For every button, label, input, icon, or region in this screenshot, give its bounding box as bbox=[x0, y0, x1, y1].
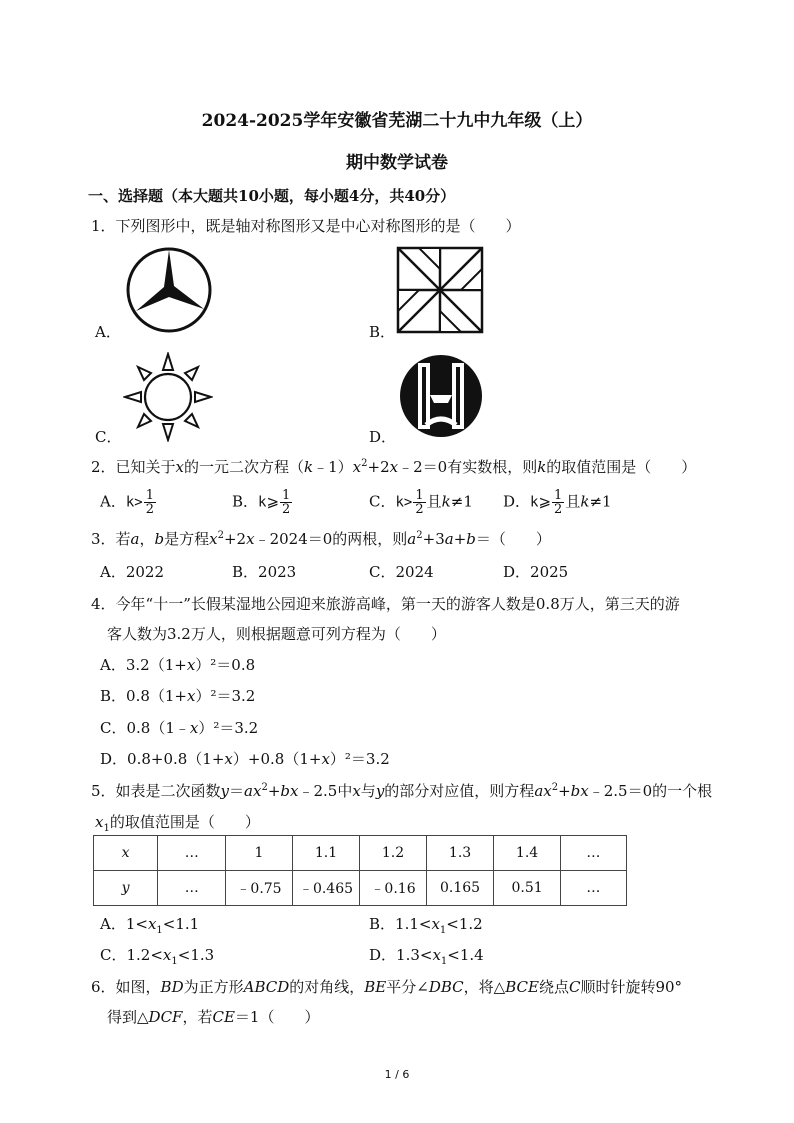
q4-stem-line1: 4．今年“十一”长假某湿地公园迎来旅游高峰，第一天的游客人数是0.8万人，第三天的游 bbox=[91, 595, 680, 613]
table-cell: 0.51 bbox=[494, 871, 560, 906]
q5-option-d: D．$1.3<x_1<1.4$ bbox=[369, 946, 484, 967]
figure-d-emblem bbox=[396, 353, 486, 439]
q1-label-b: B． bbox=[369, 323, 396, 341]
q6-stem-line1: 6．如图，BD为正方形ABCD的对角线，BE平分∠DBC，将△BCE绕点C顺时针旋转90° bbox=[91, 978, 683, 996]
q2-option-a: A．k> $\frac{1}{2}$ bbox=[100, 488, 154, 517]
table-cell: ﹣0.465 bbox=[292, 871, 360, 906]
table-cell: ﹣0.75 bbox=[226, 871, 292, 906]
table-cell: 1.2 bbox=[360, 836, 426, 871]
q4-stem-line2: 客人数为3.2万人，则根据题意可列方程为（ ） bbox=[107, 625, 446, 643]
q1-stem: 1．下列图形中，既是轴对称图形又是中心对称图形的是（ ） bbox=[91, 217, 521, 235]
table-cell: 1.4 bbox=[494, 836, 560, 871]
q5-stem-line2: $x_1$的取值范围是（ ） bbox=[95, 813, 260, 834]
q2-option-d: D．k⩾ $\frac{1}{2}$ 且k≠1 bbox=[503, 488, 612, 517]
table-cell: 1.1 bbox=[292, 836, 360, 871]
section-heading: 一、选择题（本大题共10小题，每小题4分，共40分） bbox=[88, 187, 456, 205]
paper-subtitle: 期中数学试卷 bbox=[346, 153, 448, 173]
table-row bbox=[94, 871, 627, 906]
table-cell: 1 bbox=[226, 836, 292, 871]
q2-option-b: B．k⩾ $\frac{1}{2}$ bbox=[232, 488, 291, 517]
q3-option-d: D．2025 bbox=[503, 563, 569, 581]
q1-label-a: A． bbox=[95, 323, 121, 341]
table-row bbox=[94, 836, 627, 871]
table-cell: 0.165 bbox=[426, 871, 494, 906]
table-cell: y bbox=[94, 871, 158, 906]
table-cell: 1.3 bbox=[426, 836, 494, 871]
figure-b-pinwheel bbox=[395, 245, 485, 335]
table-cell: … bbox=[560, 836, 626, 871]
q1-label-d: D． bbox=[369, 428, 397, 446]
q1-label-c: C． bbox=[95, 428, 122, 446]
q5-stem-line1: 5．如表是二次函数$y=ax^2+bx﹣2.5$中x与y的部分对应值，则方程$ax^2+bx﹣2.5=0$的一个根 bbox=[91, 782, 713, 800]
table-cell: … bbox=[158, 871, 226, 906]
q5-option-c: C．$1.2<x_1<1.3$ bbox=[100, 946, 215, 967]
q4-option-b: B．0.8（1+x）²＝3.2 bbox=[100, 687, 256, 705]
figure-c-sun bbox=[123, 352, 213, 442]
q5-option-a: A．$1<x_1<1.1$ bbox=[100, 915, 200, 936]
q2-stem: 2．已知关于x的一元二次方程$(k﹣1)x^2+2x﹣2=0$有实数根，则k的取值范围是（ ） bbox=[91, 458, 697, 476]
table-cell: x bbox=[94, 836, 158, 871]
table-cell: ﹣0.16 bbox=[360, 871, 426, 906]
q4-option-d: D．0.8+0.8（1+x）+0.8（1+x）²＝3.2 bbox=[100, 750, 390, 768]
figure-a-three-point-star bbox=[124, 245, 214, 335]
q2-option-c: C．k> $\frac{1}{2}$ 且k≠1 bbox=[369, 488, 473, 517]
q3-option-b: B．2023 bbox=[232, 563, 297, 581]
q4-option-a: A．3.2（1+x）²＝0.8 bbox=[100, 656, 256, 674]
q3-option-c: C．2024 bbox=[369, 563, 434, 581]
table-cell: … bbox=[560, 871, 626, 906]
value-table bbox=[93, 835, 627, 906]
q3-option-a: A．2022 bbox=[100, 563, 165, 581]
q5-option-b: B．$1.1<x_1<1.2$ bbox=[369, 915, 483, 936]
page-number: 1 / 6 bbox=[384, 1068, 410, 1081]
q3-stem: 3．若a，b是方程$x^2+2x﹣2024=0$的两根，则$a^2+3a+b=$（ ） bbox=[91, 530, 551, 548]
q4-option-c: C．0.8（1﹣x）²＝3.2 bbox=[100, 719, 259, 737]
paper-title: 2024-2025学年安徽省芜湖二十九中九年级（上） bbox=[201, 111, 593, 131]
table-cell: … bbox=[158, 836, 226, 871]
q6-stem-line2: 得到△DCF，若CE＝1（ ） bbox=[107, 1008, 320, 1026]
